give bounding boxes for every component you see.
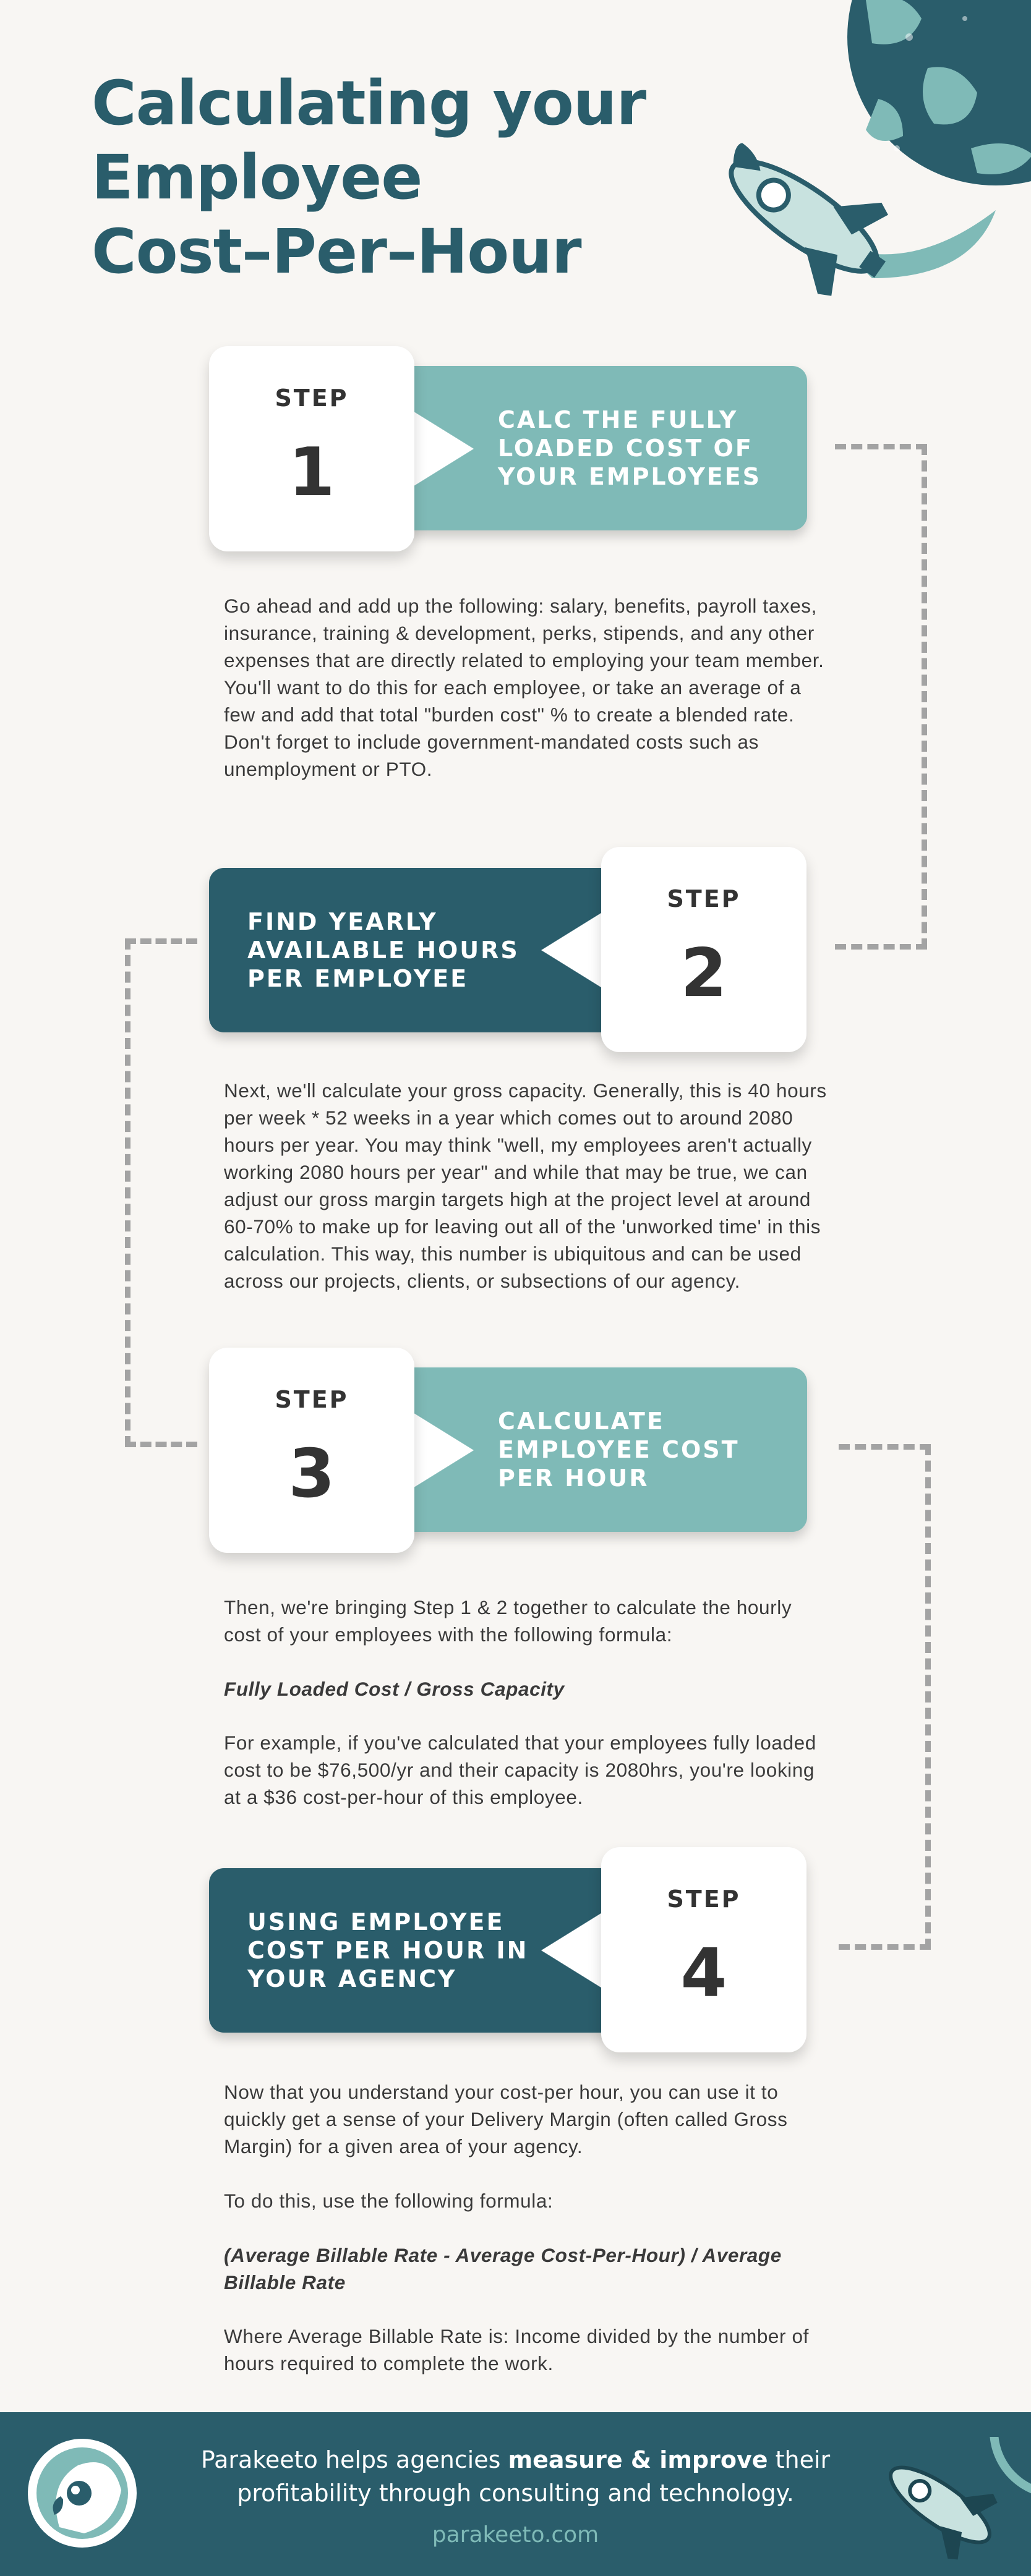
step-label: STEP: [667, 885, 741, 912]
step-3-card: [209, 1348, 414, 1553]
step-3-formula: Fully Loaded Cost / Gross Capacity: [224, 1678, 565, 1700]
step-label: STEP: [275, 385, 349, 412]
title-line-2: Employee: [92, 142, 422, 213]
footer-tagline: Parakeeto helps agencies measure & improve their profitability through consulting and technology.: [200, 2446, 831, 2507]
step-4-pointer: [541, 1912, 603, 1989]
step-4-card: [601, 1847, 806, 2052]
step-1-pointer: [412, 410, 474, 487]
step-4-heading: USING EMPLOYEE COST PER HOUR IN YOUR AGENCY: [247, 1908, 529, 1992]
step-1-heading: CALC THE FULLY LOADED COST OF YOUR EMPLOYEES: [498, 406, 762, 490]
step-4-lead: To do this, use the following formula:: [224, 2190, 554, 2212]
step-4-intro: Now that you understand your cost-per hour, you can use it to quickly get a sense of your Delivery Margin (often called Gross Margin) for a given area of your agency.: [224, 2081, 788, 2157]
step-3-example: For example, if you've calculated that your employees fully loaded cost to be $76,500/yr and their capacity is 2080hrs, you're looking at a $36 cost-per-hour of this employee.: [224, 1732, 816, 1808]
step-label: STEP: [275, 1386, 349, 1413]
footer-website-link[interactable]: parakeeto.com: [432, 2522, 599, 2548]
rocket-icon: [699, 142, 1020, 321]
step-label: STEP: [667, 1885, 741, 1913]
footer: [0, 2412, 1031, 2576]
title-line-3: Cost–Per–Hour: [92, 216, 581, 287]
footer-highlight: measure & improve: [508, 2446, 768, 2473]
step-3-heading: CALCULATE EMPLOYEE COST PER HOUR: [498, 1408, 740, 1492]
step-4-definition: Where Average Billable Rate is: Income divided by the number of hours required to complete the work.: [224, 2325, 809, 2374]
step-2-card: [601, 847, 806, 1052]
step-2-description: Next, we'll calculate your gross capacity. Generally, this is 40 hours per week * 52 weeks in a year which comes out to around 2080 hours per year. You may think "well, my employees aren't actually working 2080 hours per year" and while that may be true, we can adjust our gross margin targets high at the project level at around 60-70% to make up for leaving out all of the 'unworked time' in this calculation. This way, this number is ubiquitous and can be used across our projects, clients, or subsections of our agency.: [224, 1079, 827, 1292]
step-3-intro: Then, we're bringing Step 1 & 2 together to calculate the hourly cost of your employees with the following formula:: [224, 1596, 792, 1646]
connector-2-3: [125, 938, 197, 1447]
step-2-pointer: [541, 912, 603, 988]
connector-3-4: [839, 1444, 931, 1950]
step-3-pointer: [412, 1412, 474, 1489]
connector-1-2: [835, 444, 927, 950]
step-1-card: [209, 346, 414, 551]
step-number: 3: [288, 1435, 335, 1513]
step-number: 2: [680, 935, 727, 1012]
step-2-heading: FIND YEARLY AVAILABLE HOURS PER EMPLOYEE: [247, 908, 520, 992]
step-4-formula: (Average Billable Rate - Average Cost-Per-Hour) / Average Billable Rate: [224, 2244, 782, 2293]
page-title: [92, 67, 648, 289]
rocket-icon: [872, 2437, 1031, 2576]
step-1-description: Go ahead and add up the following: salary, benefits, payroll taxes, insurance, training & development, perks, stipends, and any other expenses that are directly related to employing your team member. You'll want to do this for each employee, or take an average of a few and add that total "burden cost" % to create a blended rate. Don't forget to include government-mandated costs such as unemployment or PTO.: [224, 595, 824, 780]
title-line-1: Calculating your: [92, 68, 646, 139]
step-number: 4: [680, 1935, 727, 2012]
step-number: 1: [288, 434, 335, 511]
